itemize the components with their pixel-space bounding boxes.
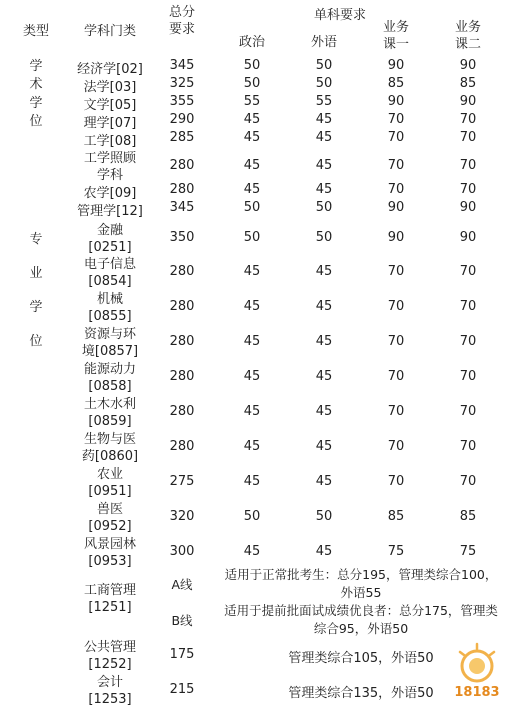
row-politics: 45 (243, 158, 261, 173)
row-course1: 70 (387, 334, 405, 349)
row-politics: 45 (243, 264, 261, 279)
header-category: 学科门类 (83, 24, 136, 39)
row-mba-lineA-note: 适用于正常批考生：总分195，管理类综合100，外语55 (224, 567, 498, 600)
row-foreign: 45 (315, 474, 333, 489)
group-professional-3: 学 (29, 300, 43, 315)
row-total: 300 (169, 544, 195, 559)
row-course1: 70 (387, 404, 405, 419)
row-course1: 70 (387, 439, 405, 454)
row-course1: 70 (387, 130, 405, 145)
row-course1: 85 (387, 76, 405, 91)
row-name: 工学照顾 学科 (83, 151, 136, 183)
row-course1: 70 (387, 474, 405, 489)
row-course2: 70 (459, 439, 477, 454)
row-course2: 70 (459, 299, 477, 314)
row-course2: 75 (459, 544, 477, 559)
row-total: 280 (169, 369, 195, 384)
row-total: 320 (169, 509, 195, 524)
header-type: 类型 (22, 24, 49, 39)
row-mpa-total: 175 (169, 647, 195, 662)
row-foreign: 55 (315, 94, 333, 109)
row-name: 电子信息 [0854] (83, 257, 136, 289)
row-name: 能源动力 [0858] (83, 362, 136, 394)
row-politics: 45 (243, 334, 261, 349)
row-name: 工学[08] (83, 134, 137, 149)
group-professional-2: 业 (29, 266, 43, 281)
row-politics: 45 (243, 369, 261, 384)
row-foreign: 45 (315, 334, 333, 349)
header-single: 单科要求 (313, 8, 366, 23)
row-total: 345 (169, 200, 195, 215)
row-total: 280 (169, 439, 195, 454)
row-course1: 85 (387, 509, 405, 524)
row-mpa-note: 管理类综合105，外语50 (288, 651, 434, 666)
row-foreign: 45 (315, 439, 333, 454)
row-foreign: 50 (315, 200, 333, 215)
row-foreign: 45 (315, 299, 333, 314)
row-course2: 70 (459, 474, 477, 489)
row-total: 280 (169, 182, 195, 197)
row-politics: 45 (243, 130, 261, 145)
row-name: 风景园林 [0953] (83, 537, 136, 569)
row-name: 兽医 [0952] (88, 502, 132, 534)
row-name: 资源与环 境[0857] (81, 327, 139, 359)
row-total: 355 (169, 94, 195, 109)
row-course2: 90 (459, 94, 477, 109)
row-course1: 75 (387, 544, 405, 559)
row-course2: 85 (459, 509, 477, 524)
row-politics: 45 (243, 299, 261, 314)
row-course1: 90 (387, 200, 405, 215)
row-foreign: 45 (315, 130, 333, 145)
row-mpacc-total: 215 (169, 682, 195, 697)
header-foreign: 外语 (310, 35, 337, 50)
row-politics: 45 (243, 112, 261, 127)
header-total: 总分 要求 (168, 5, 195, 37)
row-foreign: 45 (315, 369, 333, 384)
row-course2: 90 (459, 58, 477, 73)
row-name: 法学[03] (83, 80, 137, 95)
row-total: 290 (169, 112, 195, 127)
row-course2: 70 (459, 158, 477, 173)
header-course2: 业务 课二 (454, 20, 481, 52)
row-course1: 70 (387, 158, 405, 173)
row-foreign: 50 (315, 230, 333, 245)
row-foreign: 45 (315, 404, 333, 419)
row-total: 280 (169, 299, 195, 314)
row-name: 土木水利 [0859] (83, 397, 136, 429)
row-foreign: 45 (315, 544, 333, 559)
row-total: 280 (169, 404, 195, 419)
row-mpacc-note: 管理类综合135，外语50 (288, 686, 434, 701)
row-total: 275 (169, 474, 195, 489)
row-course2: 70 (459, 334, 477, 349)
row-total: 345 (169, 58, 195, 73)
row-politics: 55 (243, 94, 261, 109)
row-foreign: 45 (315, 264, 333, 279)
row-name: 机械 [0855] (88, 292, 132, 324)
row-course2: 70 (459, 404, 477, 419)
header-course1: 业务 课一 (382, 20, 409, 52)
row-mpa-name: 公共管理 [1252] (83, 640, 136, 672)
row-name: 文学[05] (83, 98, 137, 113)
row-politics: 45 (243, 474, 261, 489)
row-politics: 50 (243, 509, 261, 524)
row-course2: 70 (459, 182, 477, 197)
group-professional-4: 位 (29, 334, 43, 349)
row-politics: 45 (243, 544, 261, 559)
row-mba-lineA: A线 (171, 577, 193, 592)
row-course2: 70 (459, 130, 477, 145)
row-total: 350 (169, 230, 195, 245)
row-total: 285 (169, 130, 195, 145)
row-course1: 90 (387, 94, 405, 109)
row-name: 农业 [0951] (88, 467, 132, 499)
group-academic-2: 术 (29, 77, 43, 92)
group-professional-1: 专 (29, 232, 43, 247)
row-course1: 70 (387, 264, 405, 279)
row-name: 理学[07] (83, 116, 137, 131)
svg-text:18183: 18183 (454, 685, 500, 700)
row-total: 280 (169, 158, 195, 173)
row-politics: 50 (243, 76, 261, 91)
row-name: 经济学[02] (77, 62, 143, 77)
row-foreign: 45 (315, 158, 333, 173)
row-total: 325 (169, 76, 195, 91)
group-academic-4: 位 (29, 114, 43, 129)
row-course1: 70 (387, 112, 405, 127)
row-mpacc-name: 会计 [1253] (88, 675, 132, 707)
row-course2: 70 (459, 264, 477, 279)
row-total: 280 (169, 334, 195, 349)
row-course1: 90 (387, 230, 405, 245)
site-logo-watermark (452, 640, 502, 702)
row-foreign: 50 (315, 509, 333, 524)
row-mba-lineB-note: 适用于提前批面试成绩优良者：总分175，管理类综合95，外语50 (224, 603, 498, 636)
row-course1: 70 (387, 369, 405, 384)
header-politics: 政治 (238, 35, 265, 50)
row-politics: 45 (243, 182, 261, 197)
row-course2: 70 (459, 369, 477, 384)
row-politics: 50 (243, 230, 261, 245)
row-foreign: 50 (315, 58, 333, 73)
row-politics: 45 (243, 439, 261, 454)
row-course1: 70 (387, 299, 405, 314)
row-course2: 70 (459, 112, 477, 127)
row-mba-lineB: B线 (171, 613, 193, 628)
row-politics: 50 (243, 58, 261, 73)
row-total: 280 (169, 264, 195, 279)
row-course2: 90 (459, 200, 477, 215)
row-foreign: 45 (315, 182, 333, 197)
row-foreign: 50 (315, 76, 333, 91)
row-foreign: 45 (315, 112, 333, 127)
row-politics: 50 (243, 200, 261, 215)
group-academic-3: 学 (29, 96, 43, 111)
row-politics: 45 (243, 404, 261, 419)
row-name: 农学[09] (83, 186, 137, 201)
row-name: 管理学[12] (77, 204, 143, 219)
row-course2: 85 (459, 76, 477, 91)
group-academic-1: 学 (29, 59, 43, 74)
row-mba-name: 工商管理 [1251] (83, 583, 136, 615)
row-course2: 90 (459, 230, 477, 245)
row-course1: 70 (387, 182, 405, 197)
row-name: 金融 [0251] (88, 223, 132, 255)
row-name: 生物与医 药[0860] (81, 432, 139, 464)
row-course1: 90 (387, 58, 405, 73)
